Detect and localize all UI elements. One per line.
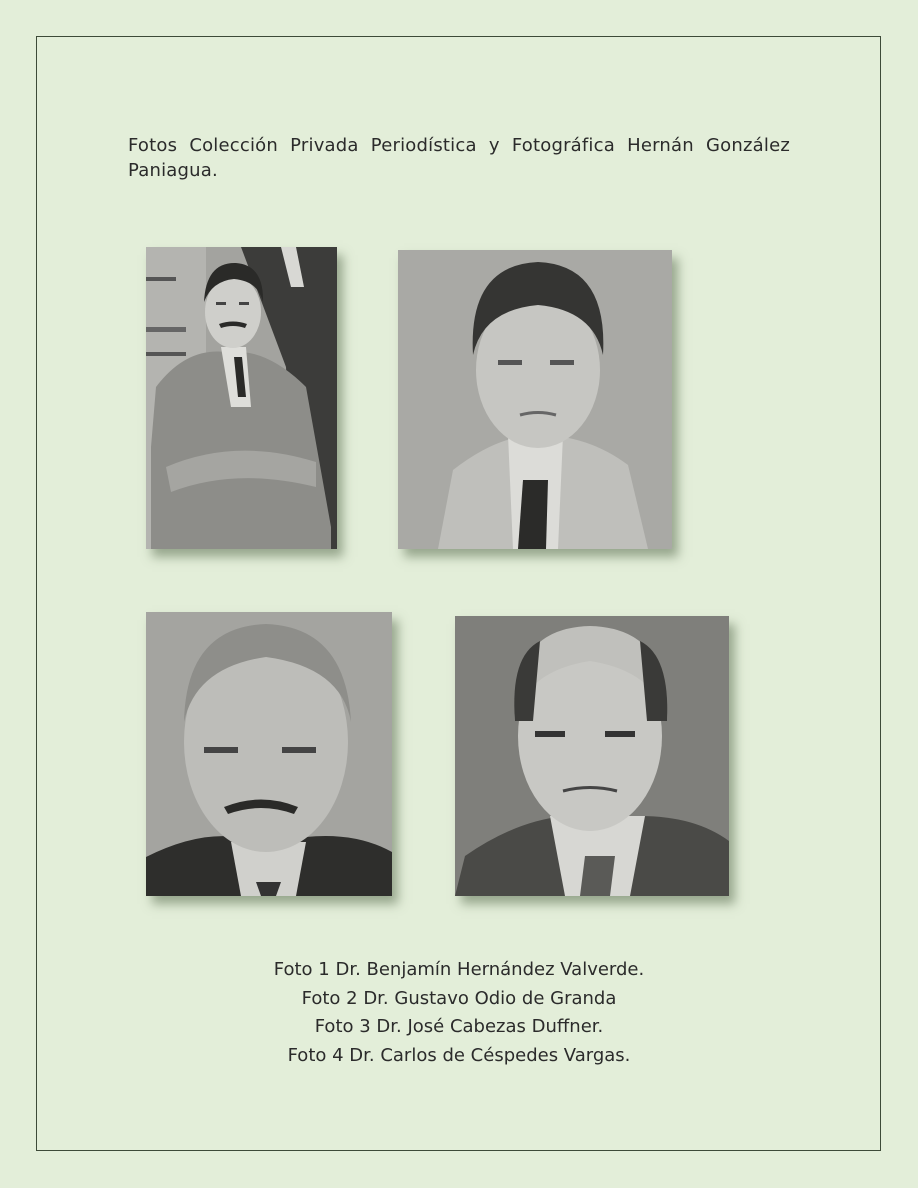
intro-paragraph: Fotos Colección Privada Periodística y Fotográfica Hernán González Paniagua. — [128, 135, 790, 181]
caption-foto-2: Foto 2 Dr. Gustavo Odio de Granda — [301, 987, 617, 1009]
photo-captions — [160, 956, 758, 1070]
photo-4-carlos-de-cespedes-vargas — [455, 616, 729, 896]
photo-3-jose-cabezas-duffner — [146, 612, 392, 896]
caption-foto-4: Foto 4 Dr. Carlos de Céspedes Vargas. — [287, 1044, 631, 1066]
caption-foto-1: Foto 1 Dr. Benjamín Hernández Valverde. — [273, 959, 645, 980]
caption-foto-3: Foto 3 Dr. José Cabezas Duffner. — [314, 1016, 604, 1037]
photo-1-benjamin-hernandez-valverde — [146, 247, 337, 549]
photo-2-gustavo-odio-de-granda — [398, 250, 672, 549]
